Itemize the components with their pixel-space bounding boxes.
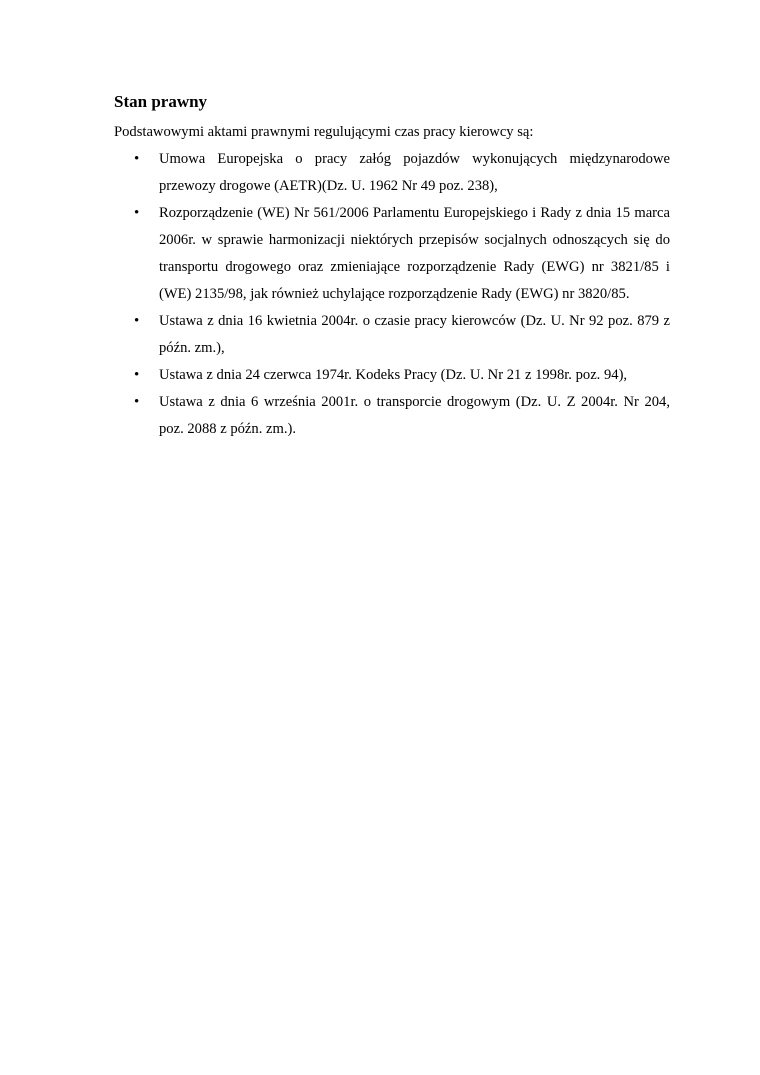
bullet-icon: • [134, 204, 140, 221]
list-item [114, 389, 670, 443]
list-item-text: Ustawa z dnia 16 kwietnia 2004r. o czasie pracy kierowców (Dz. U. Nr 92 poz. 879 z późn. zm.), [159, 312, 670, 356]
legal-acts-list [114, 146, 670, 443]
bullet-icon: • [134, 150, 140, 167]
list-item-text: Rozporządzenie (WE) Nr 561/2006 Parlamentu Europejskiego i Rady z dnia 15 marca 2006r. w sprawie harmonizacji niektórych przepisów socjalnych odnoszących się do transportu drogowego oraz zmieniające rozporządzenie Rady (EWG) nr 3821/85 i (WE) 2135/98, jak również uchylające rozporządzenie Rady (EWG) nr 3820/85. [159, 204, 670, 302]
list-item [114, 146, 670, 200]
document-content [114, 90, 670, 443]
list-item-text: Ustawa z dnia 24 czerwca 1974r. Kodeks Pracy (Dz. U. Nr 21 z 1998r. poz. 94), [159, 366, 628, 383]
bullet-icon: • [134, 366, 140, 383]
list-item [114, 308, 670, 362]
bullet-icon: • [134, 312, 140, 329]
section-heading: Stan prawny [114, 92, 208, 111]
list-item [114, 200, 670, 308]
list-item [114, 362, 670, 389]
list-item-text: Umowa Europejska o pracy załóg pojazdów wykonujących międzynarodowe przewozy drogowe (AETR)(Dz. U. 1962 Nr 49 poz. 238), [159, 150, 670, 194]
intro-paragraph: Podstawowymi aktami prawnymi regulującymi czas pracy kierowcy są: [114, 124, 534, 140]
bullet-icon: • [134, 393, 140, 410]
list-item-text: Ustawa z dnia 6 września 2001r. o transporcie drogowym (Dz. U. Z 2004r. Nr 204, poz. 2088 z późn. zm.). [159, 393, 670, 437]
